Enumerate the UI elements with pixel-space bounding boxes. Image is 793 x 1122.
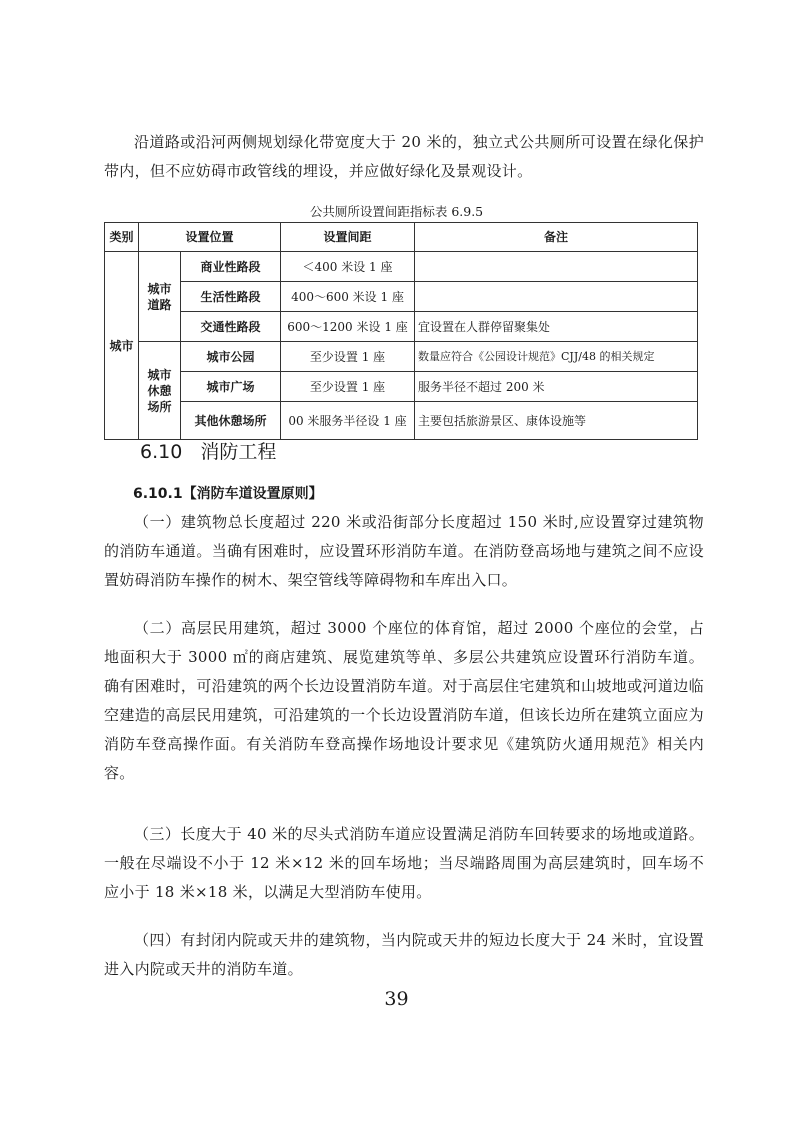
location-cell: 城市广场 <box>181 372 281 402</box>
remarks-cell <box>415 252 698 282</box>
group-cell: 城市休憩场所 <box>139 342 181 440</box>
table-row <box>105 372 698 402</box>
intro-paragraph: 沿道路或沿河两侧规划绿化带宽度大于 20 米的，独立式公共厕所可设置在绿化保护带内，但不应妨碍市政管线的埋设，并应做好绿化及景观设计。 <box>104 133 704 180</box>
table-header-row <box>105 223 698 252</box>
location-cell: 交通性路段 <box>181 312 281 342</box>
spacing-cell: 至少设置 1 座 <box>281 372 415 402</box>
remarks-cell: 服务半径不超过 200 米 <box>415 372 698 402</box>
location-cell: 其他休憩场所 <box>181 402 281 440</box>
remarks-cell <box>415 282 698 312</box>
header-spacing: 设置间距 <box>281 223 415 252</box>
spacing-cell: 400～600 米设 1 座 <box>281 282 415 312</box>
header-category: 类别 <box>105 223 139 252</box>
table-row <box>105 252 698 282</box>
table-caption: 公共厕所设置间距指标表 6.9.5 <box>309 204 484 219</box>
spacing-cell: ＜400 米设 1 座 <box>281 252 415 282</box>
location-cell: 商业性路段 <box>181 252 281 282</box>
remarks-cell: 主要包括旅游景区、康体设施等 <box>415 402 698 440</box>
spacing-cell: 600～1200 米设 1 座 <box>281 312 415 342</box>
spacing-cell: 至少设置 1 座 <box>281 342 415 372</box>
paragraph-2: （二）高层民用建筑，超过 3000 个座位的体育馆，超过 2000 个座位的会堂，占地面积大于 3000 ㎡的商店建筑、展览建筑等单、多层公共建筑应设置环行消防车道。确有困难时，可沿建筑的两个长边设置消防车道。对于高层住宅建筑和山坡地或河道边临空建造的高层民用建筑，可沿建筑的一个长边设置消防车道，但该长边所在建筑立面应为消防车登高操作面。有关消防车登高操作场地设计要求见《建筑防火通用规范》相关内容。 <box>104 619 704 782</box>
section-title: 消防工程 <box>200 441 277 463</box>
paragraph-1: （一）建筑物总长度超过 220 米或沿街部分长度超过 150 米时,应设置穿过建筑物的消防车通道。当确有困难时，应设置环形消防车道。在消防登高场地与建筑之间不应设置妨碍消防车操作的树木、架空管线等障碍物和车库出入口。 <box>104 513 704 589</box>
paragraph-4: （四）有封闭内院或天井的建筑物，当内院或天井的短边长度大于 24 米时，宜设置进入内院或天井的消防车道。 <box>104 931 704 978</box>
group-cell: 城市道路 <box>139 252 181 342</box>
table-row <box>105 282 698 312</box>
paragraph-3: （三）长度大于 40 米的尽头式消防车道应设置满足消防车回转要求的场地或道路。一般在尽端设不小于 12 米×12 米的回车场地；当尽端路周围为高层建筑时，回车场不应小于 18 米×18 米，以满足大型消防车使用。 <box>104 825 704 901</box>
section-heading <box>140 437 276 464</box>
page-number: 39 <box>384 988 409 1010</box>
header-remarks: 备注 <box>415 223 698 252</box>
table-row <box>105 402 698 440</box>
spacing-cell: 00 米服务半径设 1 座 <box>281 402 415 440</box>
table-row <box>105 312 698 342</box>
subsection-heading: 6.10.1【消防车道设置原则】 <box>133 486 323 502</box>
section-number: 6.10 <box>140 441 183 463</box>
location-cell: 生活性路段 <box>181 282 281 312</box>
toilet-spacing-table <box>104 222 698 440</box>
header-location: 设置位置 <box>139 223 281 252</box>
category-cell: 城市 <box>105 252 139 440</box>
remarks-cell: 数量应符合《公园设计规范》CJJ/48 的相关规定 <box>415 342 698 372</box>
location-cell: 城市公园 <box>181 342 281 372</box>
table-row <box>105 342 698 372</box>
remarks-cell: 宜设置在人群停留聚集处 <box>415 312 698 342</box>
